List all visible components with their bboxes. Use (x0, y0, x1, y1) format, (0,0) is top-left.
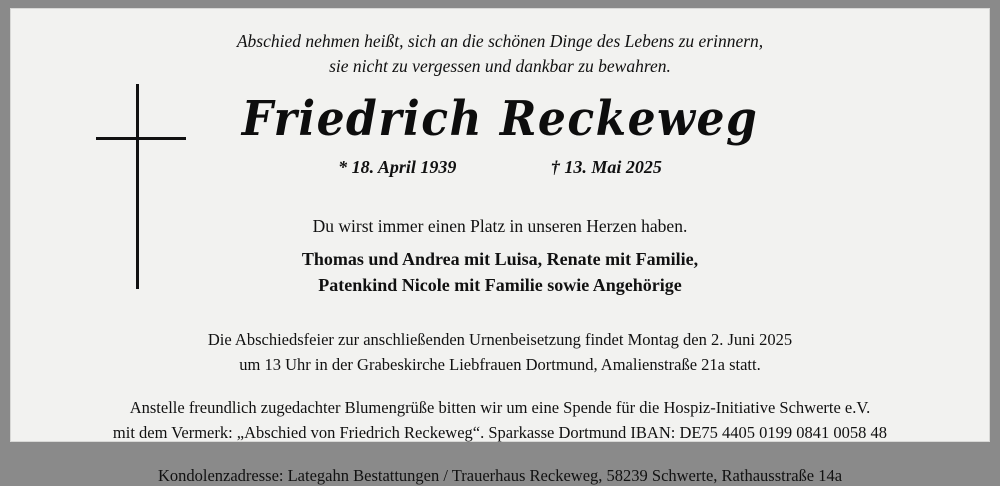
donation-details (11, 396, 989, 446)
death-date: † 13. Mai 2025 (550, 156, 662, 177)
donation-line-2: mit dem Vermerk: „Abschied von Friedrich Reckeweg“. Sparkasse Dortmund IBAN: DE75 4405 0199 0841 0058 48 (112, 423, 888, 443)
obituary-card (10, 8, 990, 485)
epitaph-line-1: Abschied nehmen heißt, sich an die schönen Dinge des Lebens zu erinnern, (236, 31, 764, 51)
condolence-address: Kondolenzadresse: Lategahn Bestattungen / Trauerhaus Reckeweg, 58239 Schwerte, Rathausstraße 14a (157, 465, 843, 485)
family-line-1: Thomas und Andrea mit Luisa, Renate mit Familie, (301, 248, 699, 269)
birth-date: * 18. April 1939 (338, 156, 457, 177)
ceremony-line-2: um 13 Uhr in der Grabeskirche Liebfrauen Dortmund, Amalienstraße 21a statt. (239, 354, 761, 374)
family-line-2: Patenkind Nicole mit Familie sowie Angehörige (318, 274, 682, 295)
deceased-name: Friedrich Reckeweg (241, 91, 759, 147)
epitaph-line-2: sie nicht zu vergessen und dankbar zu bewahren. (329, 56, 671, 77)
ceremony-details (11, 328, 989, 378)
epitaph (11, 9, 989, 80)
memorial-line: Du wirst immer einen Platz in unseren Herzen haben. (312, 215, 688, 236)
ceremony-line-1: Die Abschiedsfeier zur anschließenden Urnenbeisetzung findet Montag den 2. Juni 2025 (207, 329, 793, 349)
donation-line-1: Anstelle freundlich zugedachter Blumengrüße bitten wir um eine Spende für die Hospiz-Initiative Schwerte e.V. (129, 398, 871, 418)
